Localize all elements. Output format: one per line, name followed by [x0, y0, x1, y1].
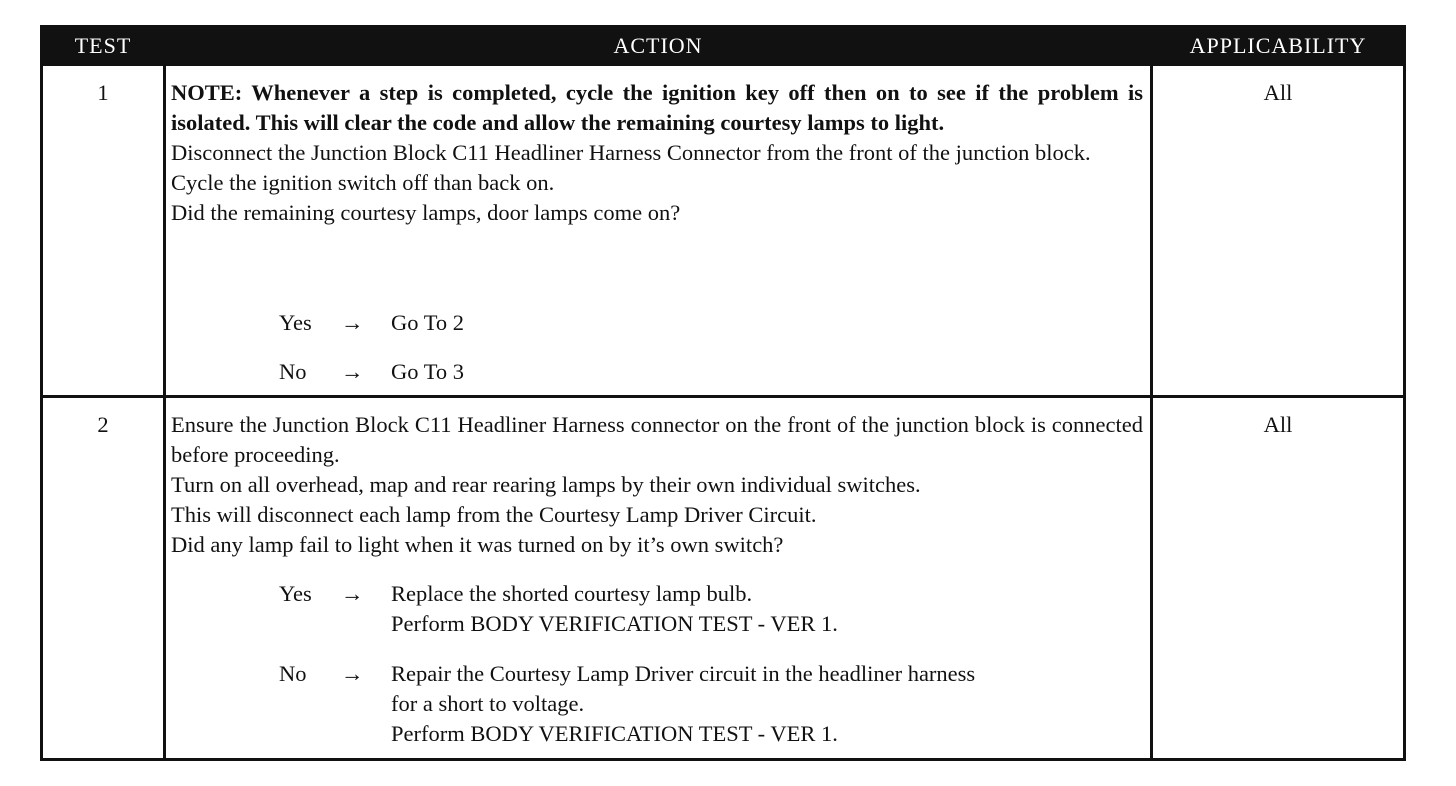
row-2-test-number: 2: [97, 412, 109, 437]
no-result: [391, 659, 975, 749]
right-arrow-icon: →: [341, 581, 364, 606]
row-2-instruction: This will disconnect each lamp from the Courtesy Lamp Driver Circuit.: [171, 502, 817, 527]
yes-result: Go To 2: [391, 310, 465, 335]
column-divider: [163, 66, 166, 758]
row-1-action: [171, 78, 1143, 228]
row-1-instruction: Disconnect the Junction Block C11 Headliner Harness Connector from the front of the junction block.: [171, 140, 1091, 165]
no-label: No: [279, 661, 307, 686]
right-arrow-icon: →: [341, 310, 364, 335]
header-applicability: APPLICABILITY: [1189, 33, 1367, 58]
yes-label: Yes: [279, 581, 312, 606]
row-2-instruction: Ensure the Junction Block C11 Headliner Harness connector on the front of the junction block is connected before proceeding.: [171, 412, 1143, 467]
no-label: No: [279, 359, 307, 384]
row-divider: [43, 395, 1403, 398]
diagnostic-test-table: [40, 25, 1406, 761]
no-result-line: Repair the Courtesy Lamp Driver circuit in the headliner harness: [391, 661, 976, 686]
yes-result: [391, 579, 838, 639]
yes-label: Yes: [279, 310, 312, 335]
no-result-line: for a short to voltage.: [391, 691, 585, 716]
yes-result-line: Perform BODY VERIFICATION TEST - VER 1.: [391, 611, 838, 636]
yes-result-line: Replace the shorted courtesy lamp bulb.: [391, 581, 753, 606]
right-arrow-icon: →: [341, 661, 364, 686]
header-action: ACTION: [613, 33, 703, 58]
no-result: Go To 3: [391, 359, 465, 384]
row-2-action: [171, 410, 1143, 560]
row-2-instruction: Turn on all overhead, map and rear rearing lamps by their own individual switches.: [171, 472, 921, 497]
header-test: TEST: [74, 33, 132, 58]
right-arrow-icon: →: [341, 359, 364, 384]
row-1-question: Did the remaining courtesy lamps, door lamps come on?: [171, 200, 681, 225]
row-2-applicability: All: [1263, 412, 1293, 437]
row-2-question: Did any lamp fail to light when it was turned on by it’s own switch?: [171, 532, 784, 557]
row-1-note: NOTE: Whenever a step is completed, cycle the ignition key off then on to see if the problem is isolated. This will clear the code and allow the remaining courtesy lamps to light.: [171, 80, 1143, 135]
table-header: [43, 28, 1403, 66]
row-1-instruction: Cycle the ignition switch off than back on.: [171, 170, 555, 195]
row-1-test-number: 1: [97, 80, 109, 105]
no-result-line: Perform BODY VERIFICATION TEST - VER 1.: [391, 721, 838, 746]
row-1-applicability: All: [1263, 80, 1293, 105]
